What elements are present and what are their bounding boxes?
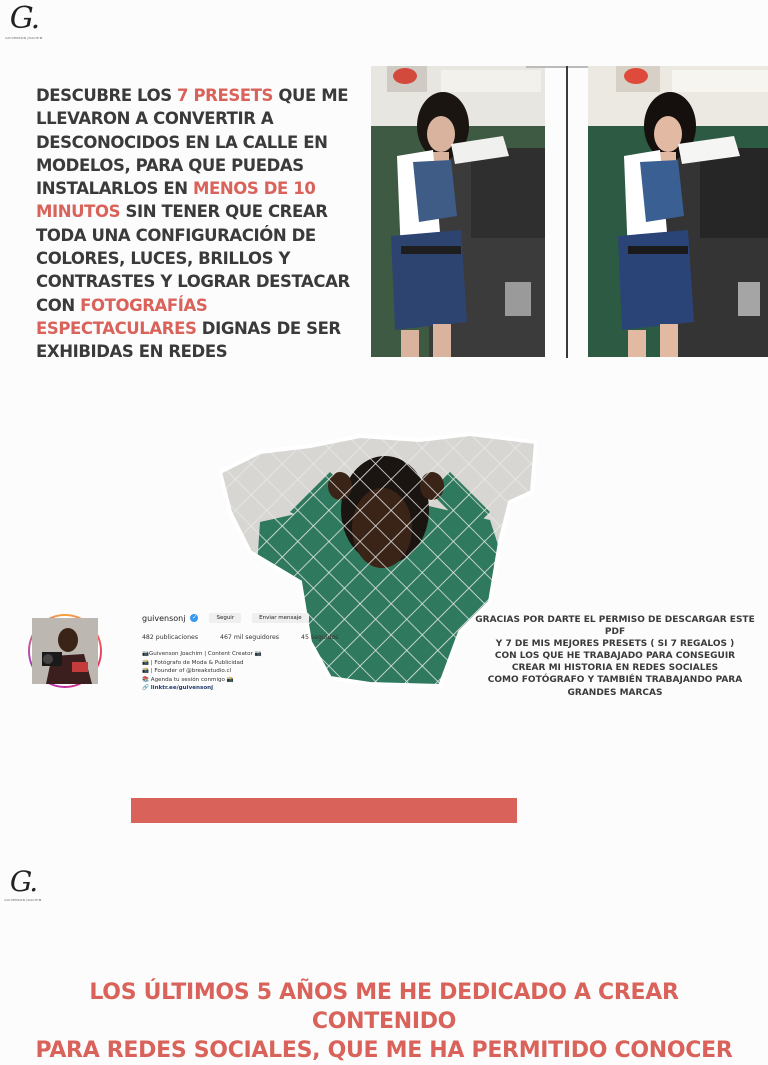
heading-line-2: PARA REDES SOCIALES, QUE ME HA PERMITIDO CONOCER [35,1038,733,1063]
brand-logo [4,1,44,40]
logo-monogram: G. [9,865,37,898]
heading-line-1: LOS ÚLTIMOS 5 AÑOS ME HE DEDICADO A CREAR CONTENIDO [89,980,679,1034]
thanks-line: GRANDES MARCAS [567,687,663,698]
follow-button[interactable]: Seguir [209,613,241,623]
verified-badge-icon: ✓ [191,614,197,621]
instagram-bio [142,650,262,693]
logo-tagline: GUIVENSON JOACHIM [5,36,43,40]
accent-bar [131,798,517,823]
logo-tagline: GUIVENSON JOACHIM [4,898,42,902]
logo-monogram: G. [9,1,39,36]
intro-text: QUE ME LLEVARON A CONVERTIR A DESCONOCIDOS EN LA CALLE EN MODELOS, PARA QUE PUEDAS INSTALARLOS EN [36,86,349,199]
avatar-photo [32,618,98,684]
thanks-message [470,614,760,699]
bio-line: 📸 | Founder of @breakstudio.cl [142,668,232,674]
followers-count[interactable]: 467 mil seguidores [220,634,280,641]
intro-highlight: MENOS DE 10 MINUTOS [36,179,316,222]
thanks-line: GRACIAS POR DARTE EL PERMISO DE DESCARGAR ESTE PDF [475,615,755,638]
avatar[interactable] [28,614,102,688]
thanks-line: CON LOS QUE HE TRABAJADO PARA CONSEGUIR [494,651,736,662]
instagram-username-row [142,613,309,623]
posts-count: 482 publicaciones [142,634,199,641]
link-icon: 🔗 [142,685,151,691]
bio-link[interactable]: linktr.ee/guivensonj [150,685,214,691]
following-count[interactable]: 45 seguidos [301,634,339,641]
section-heading [20,978,748,1065]
thanks-line: Y 7 DE MIS MEJORES PRESETS ( SI 7 REGALOS ) [495,639,735,650]
instagram-profile-card [26,610,346,692]
instagram-stats [142,634,338,641]
bio-line: 📚 Agenda tu sesión conmigo 📸 [142,676,234,683]
bio-line: 📷Guivenson Joachim | Content Creator 📷 [142,651,262,657]
instagram-username: guivensonj [142,613,186,623]
photo-after-preset [588,66,768,357]
intro-text: DIGNAS DE SER EXHIBIDAS EN REDES [36,318,341,362]
comparison-top-line [526,66,588,68]
bio-link-row[interactable] [142,684,262,693]
intro-highlight: FOTOGRAFÍAS ESPECTACULARES [36,295,208,338]
bio-line: 📸 | Fotógrafo de Moda & Publicidad [142,659,244,666]
intro-text: DESCUBRE LOS [36,86,178,105]
photo-before-preset [371,66,545,357]
intro-text: SIN TENER QUE CREAR TODA UNA CONFIGURACIÓN DE COLORES, LUCES, BRILLOS Y CONTRASTES Y LOGRAR DESTACAR CON [36,202,350,315]
brand-logo-2 [3,865,43,902]
intro-highlight: 7 PRESETS [177,86,274,105]
send-message-button[interactable]: Enviar mensaje [252,613,309,623]
comparison-divider [566,66,568,358]
thanks-line: CREAR MI HISTORIA EN REDES SOCIALES [511,663,719,674]
intro-paragraph [36,84,366,364]
thanks-line: COMO FOTÓGRAFO Y TAMBIÉN TRABAJANDO PARA [487,675,743,686]
